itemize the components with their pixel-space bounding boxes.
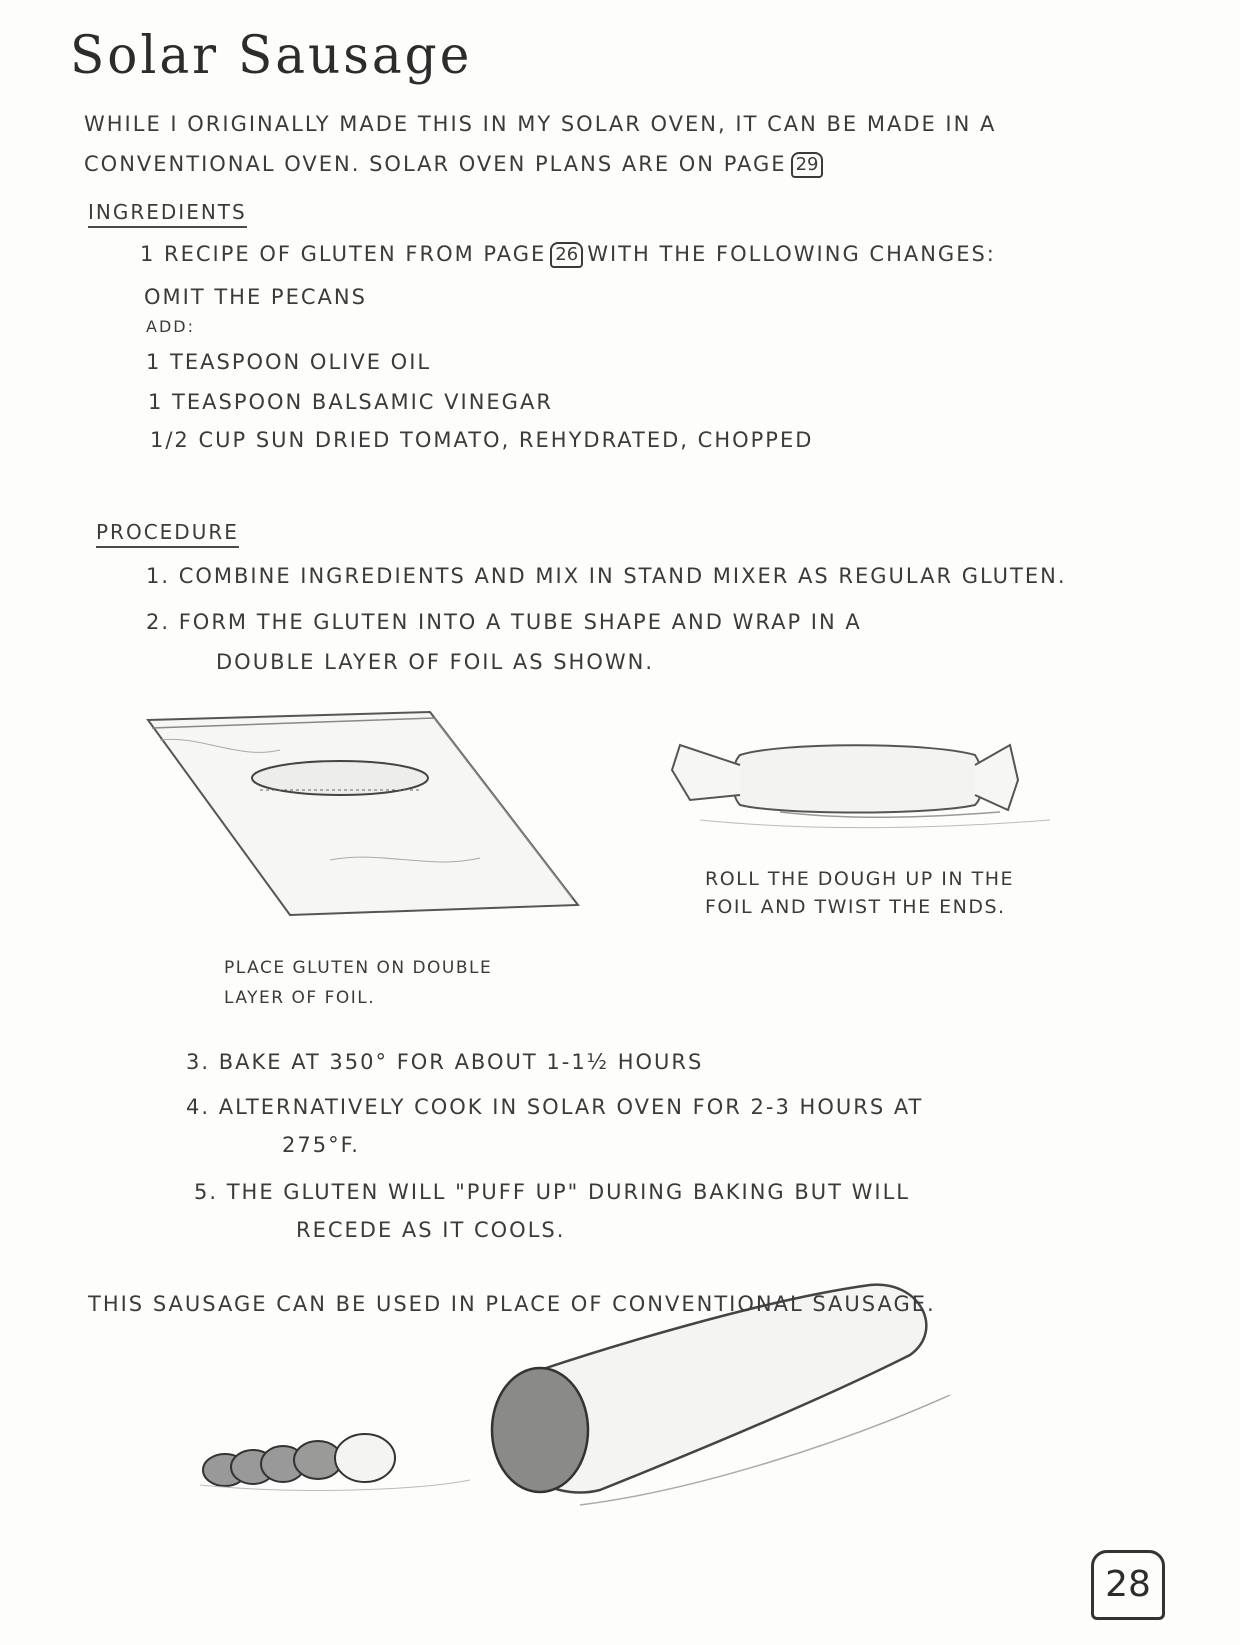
procedure-heading: PROCEDURE bbox=[96, 520, 239, 548]
page-ref-26: 26 bbox=[550, 242, 583, 268]
procedure-step-2b: DOUBLE LAYER OF FOIL AS SHOWN. bbox=[216, 650, 655, 674]
ingredients-heading: INGREDIENTS bbox=[88, 200, 247, 228]
procedure-step-4a: 4. ALTERNATIVELY COOK IN SOLAR OVEN FOR 2-3 HOURS AT bbox=[186, 1095, 924, 1119]
ingredient-changes-text: WITH THE FOLLOWING CHANGES: bbox=[587, 242, 996, 266]
procedure-step-3: 3. BAKE AT 350° FOR ABOUT 1-1½ HOURS bbox=[186, 1050, 704, 1074]
closing-note: THIS SAUSAGE CAN BE USED IN PLACE OF CONVENTIONAL SAUSAGE. bbox=[88, 1292, 936, 1316]
ingredient-add-label: ADD: bbox=[146, 317, 195, 336]
ingredient-item-3: 1/2 CUP SUN DRIED TOMATO, REHYDRATED, CHOPPED bbox=[150, 428, 814, 452]
page-number: 28 bbox=[1091, 1550, 1165, 1620]
sausage-illustration bbox=[200, 1285, 950, 1505]
ingredient-item-2: 1 TEASPOON BALSAMIC VINEGAR bbox=[148, 390, 553, 414]
ingredient-gluten-text: 1 RECIPE OF GLUTEN FROM PAGE bbox=[140, 242, 547, 266]
ingredient-omit: OMIT THE PECANS bbox=[144, 285, 367, 309]
procedure-step-5a: 5. THE GLUTEN WILL "PUFF UP" DURING BAKING BUT WILL bbox=[194, 1180, 910, 1204]
caption-roll-line-1: ROLL THE DOUGH UP IN THE bbox=[705, 868, 1015, 890]
intro-text: CONVENTIONAL OVEN. SOLAR OVEN PLANS ARE ON PAGE bbox=[84, 152, 787, 176]
procedure-step-5b: RECEDE AS IT COOLS. bbox=[296, 1218, 566, 1242]
procedure-step-1: 1. COMBINE INGREDIENTS AND MIX IN STAND MIXER AS REGULAR GLUTEN. bbox=[146, 564, 1067, 588]
procedure-step-2a: 2. FORM THE GLUTEN INTO A TUBE SHAPE AND WRAP IN A bbox=[146, 610, 862, 634]
page-ref-29: 29 bbox=[791, 152, 824, 178]
caption-roll-line-2: FOIL AND TWIST THE ENDS. bbox=[705, 896, 1006, 918]
page-title: Solar Sausage bbox=[70, 24, 473, 86]
ingredient-item-1: 1 TEASPOON OLIVE OIL bbox=[146, 350, 432, 374]
rolled-foil-illustration bbox=[672, 745, 1050, 828]
caption-foil-line-1: PLACE GLUTEN ON DOUBLE bbox=[224, 958, 493, 978]
procedure-step-4b: 275°F. bbox=[282, 1133, 360, 1157]
caption-foil-line-2: LAYER OF FOIL. bbox=[224, 988, 376, 1008]
intro-line-1: WHILE I ORIGINALLY MADE THIS IN MY SOLAR OVEN, IT CAN BE MADE IN A bbox=[84, 112, 997, 136]
foil-sheet-illustration bbox=[148, 712, 578, 915]
